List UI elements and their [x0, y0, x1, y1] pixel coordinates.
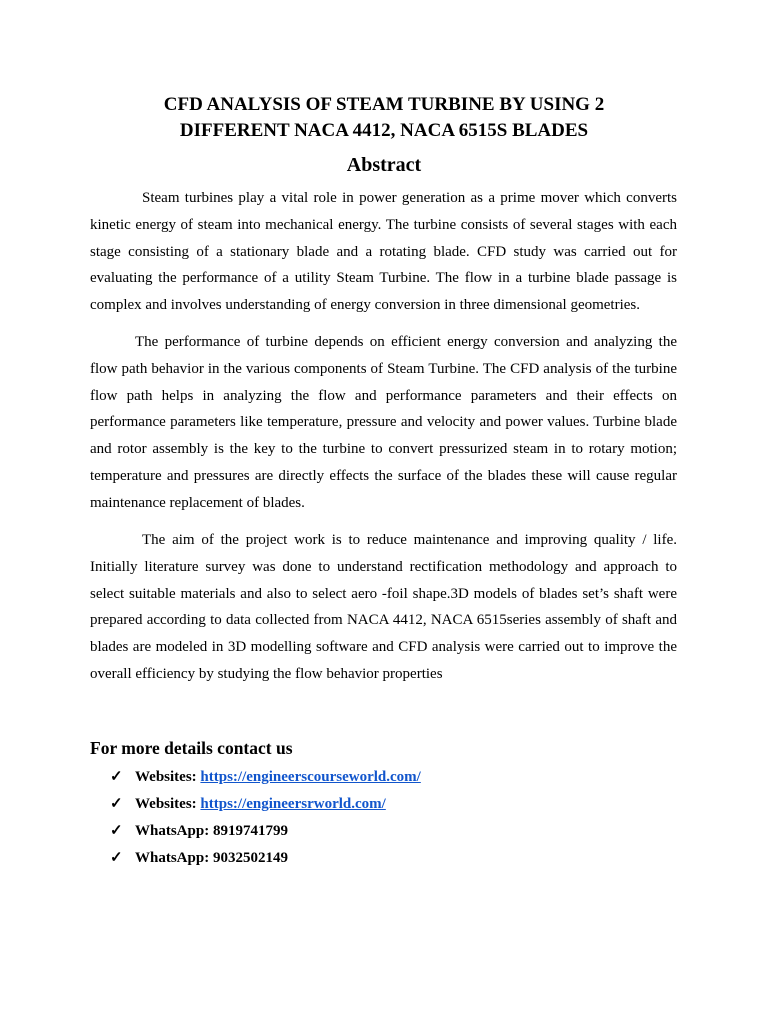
whatsapp-number: 8919741799: [212, 823, 288, 839]
website-link-engineersrworld[interactable]: https://engineersrworld.com/: [200, 796, 386, 812]
checkmark-icon: ✓: [110, 796, 123, 812]
abstract-paragraph-2: The performance of turbine depends on efficient energy conversion and analyzing the flow path behavior in the various components of Steam Turbine. The CFD analysis of the turbine flow path helps in analyzing the flow and performance parameters and their effects on performance parameters like temperature, pressure and velocity and power values. Turbine blade and rotor assembly is the key to the turbine to convert pressurized steam in to rotary motion; temperature and pressures are directly effects the surface of the blades these will cause regular maintenance replacement of blades.: [90, 334, 677, 511]
document-title: [90, 92, 678, 144]
contact-label: Websites:: [135, 796, 201, 812]
contact-list: [110, 764, 421, 872]
contact-item-whatsapp-1: [110, 818, 421, 845]
abstract-paragraph-3: The aim of the project work is to reduce maintenance and improving quality / life. Initially literature survey was done to understand rectification methodology and approach to select suitable materials and also to select aero -foil shape.3D models of blades set’s shaft were prepared according to data collected from NACA 4412, NACA 6515series assembly of shaft and blades are modeled in 3D modelling software and CFD analysis were carried out to improve the overall efficiency by studying the flow behavior properties: [90, 532, 677, 682]
checkmark-icon: ✓: [110, 850, 123, 866]
checkmark-icon: ✓: [110, 823, 123, 839]
contact-label: Websites:: [135, 769, 201, 785]
website-link-engineerscourseworld[interactable]: https://engineerscourseworld.com/: [200, 769, 421, 785]
contact-item-whatsapp-2: [110, 845, 421, 872]
checkmark-icon: ✓: [110, 769, 123, 785]
title-line-1: CFD ANALYSIS OF STEAM TURBINE BY USING 2: [163, 94, 605, 115]
whatsapp-number: 9032502149: [212, 850, 288, 866]
abstract-paragraph-1: Steam turbines play a vital role in power generation as a prime mover which converts kinetic energy of steam into mechanical energy. The turbine consists of several stages with each stage consisting of a stationary blade and a rotating blade. CFD study was carried out for evaluating the performance of a utility Steam Turbine. The flow in a turbine blade passage is complex and involves understanding of energy conversion in three dimensional geometries.: [90, 190, 677, 314]
contact-item-website-2: [110, 791, 421, 818]
contact-label: WhatsApp:: [135, 850, 213, 866]
contact-item-website-1: [110, 764, 421, 791]
abstract-heading: Abstract: [346, 154, 422, 176]
contact-label: WhatsApp:: [135, 823, 213, 839]
title-line-2: DIFFERENT NACA 4412, NACA 6515S BLADES: [179, 120, 589, 141]
contact-heading: For more details contact us: [90, 738, 293, 758]
